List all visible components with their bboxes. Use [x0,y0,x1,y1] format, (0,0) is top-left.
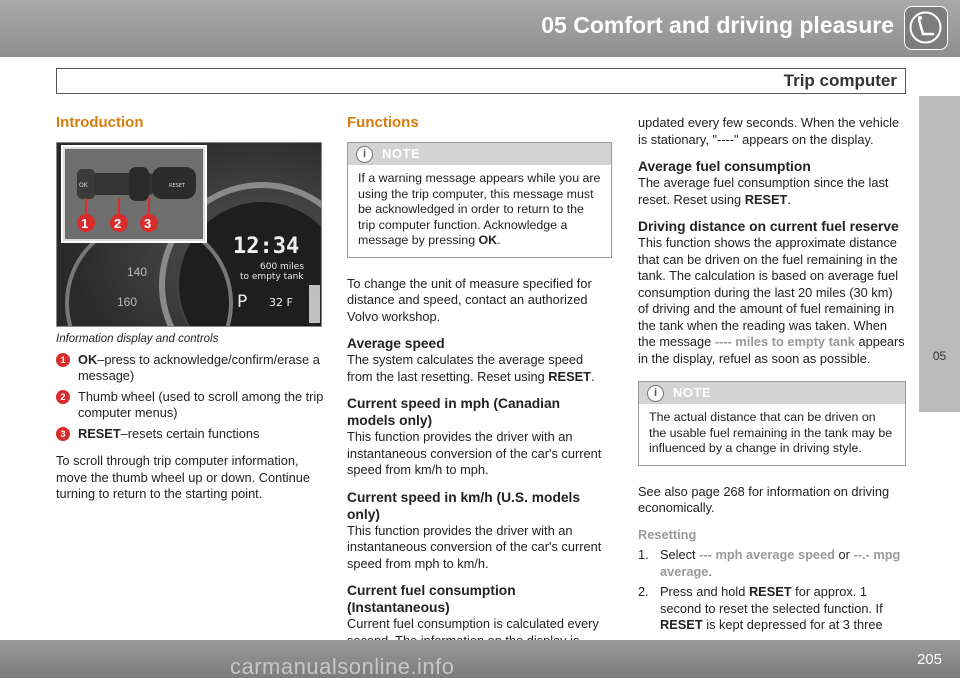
item-bold: OK [78,351,98,367]
page-number: 205 [916,651,942,668]
list-item [56,389,324,422]
note-label: NOTE [673,385,712,400]
display-range-label: to empty tank [240,272,304,282]
see-also-text: See also page 268 for information on driving economically. [638,483,890,515]
fuel-consumption-heading: Current fuel consumption (Instantaneous) [347,583,516,615]
section-header [56,68,906,94]
gauge-tick-label: 140 [127,265,148,279]
resetting-heading: Resetting [638,526,697,542]
item-number-badge: 1 [56,353,70,367]
average-fuel-text: The average fuel consumption since the last reset. Reset using RESET. [638,175,889,207]
reserve-heading: Driving distance on current fuel reserve [638,219,899,234]
seat-icon [904,6,948,50]
kmh-heading: Current speed in km/h (U.S. models only) [347,489,581,522]
lever-reset-label: RESET [169,183,186,189]
item-text: –resets certain functions [120,425,260,441]
scroll-paragraph: To scroll through trip computer information, move the thumb wheel up or down. Continue turning to return to the starting point. [56,453,310,501]
callout-2-label: 2 [114,216,122,231]
note-text: If a warning message appears while you are using the trip computer, this message must be acknowledged in order to return to the trip computer function. Acknowledge a message by pressing OK. [358,171,601,247]
list-item: 2. Press and hold RESET for approx. 1 second to reset the selected function. If RESET is kept depressed for at 3 three [638,584,883,632]
chapter-title: 05 Comfort and driving pleasure [541,12,894,38]
functions-heading: Functions [347,114,419,131]
item-text: Thumb wheel (used to scroll among the trip computer menus) [78,388,324,420]
average-speed-text: The system calculates the average speed from the last resetting. Reset using RESET. [347,352,595,384]
chapter-tab-number: 05 [932,349,947,363]
item-number-badge: 3 [56,427,70,441]
chapter-tab [919,96,960,412]
callout-3-label: 3 [144,216,152,231]
display-temp: 32 F [269,296,293,309]
section-title: Trip computer [783,71,897,90]
reserve-text: This function shows the approximate distance that can be driven on the fuel remaining in the tank. The calculation is based on average fuel consumption during the last 20 miles (30 km) of driving and the amount of fuel remaining in the tank when the reading was taken. When the message ---- miles to empty tank appears in the display, refuel as soon as possible. [638,235,905,366]
lever-ok-label: OK [79,182,88,189]
unit-paragraph: To change the unit of measure specified for distance and speed, contact an authorized Volvo workshop. [347,275,592,324]
note-box [347,142,612,258]
list-item [56,352,324,385]
display-time: 12:34 [233,234,300,259]
fuel-consumption-text: Current fuel consumption is calculated every [347,616,599,631]
footer-bar [0,640,960,678]
mph-text: This function provides the driver with an instantaneous conversion of the car's current speed from km/h to mph. [347,429,602,477]
item-bold: RESET [78,425,121,441]
note-text: The actual distance that can be driven on the usable fuel remaining in the tank may be influenced by a change in driving style. [649,410,893,455]
column-2 [347,108,612,649]
display-range: 600 miles [260,262,305,272]
display-gear: P [237,292,248,312]
controls-figure [56,142,322,327]
note-box [638,381,906,466]
continued-text: updated every few seconds. When the vehicle is stationary, "----" appears on the display. [638,115,900,147]
figure-caption: Information display and controls [56,333,219,345]
header-bar [0,0,960,57]
mph-heading: Current speed in mph (Canadian models only) [347,396,561,428]
gauge-tick-label: 160 [117,295,138,309]
list-item: 1. Select --- mph average speed or --.- mpg average. [638,547,901,579]
item-number-badge: 2 [56,390,70,404]
average-fuel-heading: Average fuel consumption [638,159,811,174]
kmh-text: This function provides the driver with an instantaneous conversion of the car's current speed from mph to km/h. [347,522,602,571]
callout-1-label: 1 [81,216,89,231]
info-icon: i [356,146,373,163]
column-1 [56,108,324,503]
note-label: NOTE [382,146,421,161]
average-speed-heading: Average speed [347,336,445,351]
introduction-heading: Introduction [56,114,144,131]
item-text: –press to acknowledge/confirm/erase a message) [78,351,320,383]
list-item [56,426,324,443]
info-icon: i [647,385,664,402]
watermark: carmanualsonline.info [230,654,455,678]
column-3 [638,115,906,634]
